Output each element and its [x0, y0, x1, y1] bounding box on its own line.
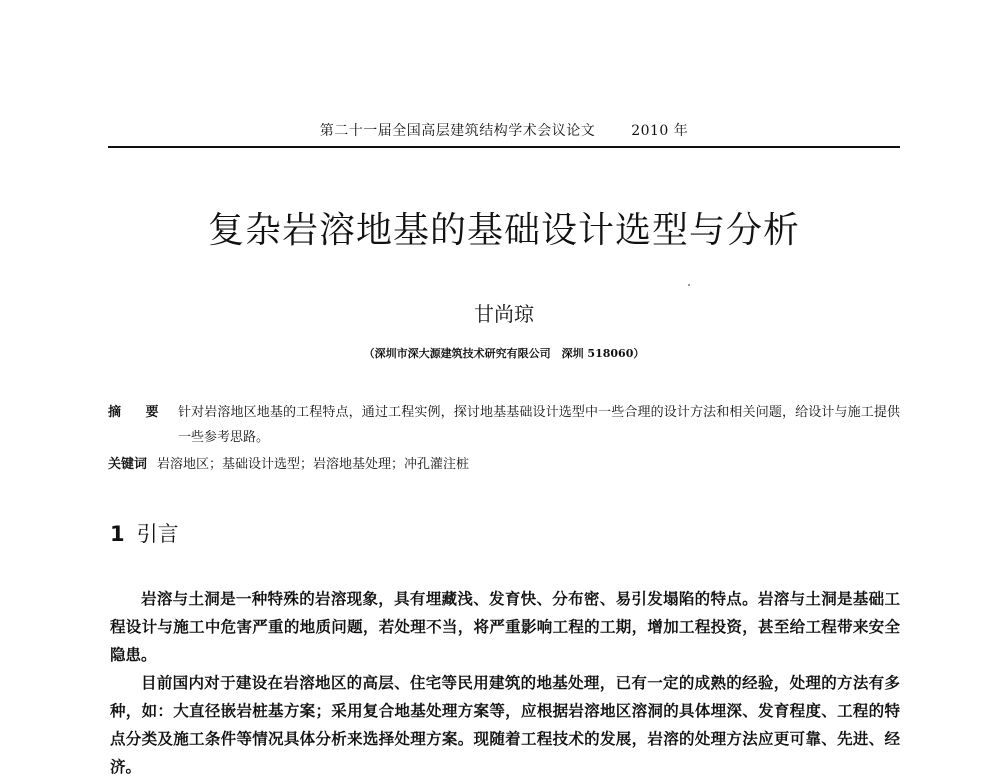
- abstract-block: [108, 400, 900, 450]
- keywords-block: [108, 455, 900, 475]
- author-affiliation: （深圳市深大源建筑技术研究有限公司 深圳 518060）: [363, 347, 645, 360]
- conference-name: 第二十一届全国高层建筑结构学术会议论文: [319, 123, 596, 139]
- abstract-label: 摘 要: [108, 405, 169, 420]
- keywords-label: 关键词: [108, 457, 148, 472]
- section-number: 1: [110, 522, 125, 546]
- paragraph: 岩溶与土洞是一种特殊的岩溶现象，具有埋藏浅、发育快、分布密、易引发塌陷的特点。岩溶与土洞是基础工程设计与施工中危害严重的地质问题，若处理不当，将严重影响工程的工期，增加工程投资，甚至给工程带来安全隐患。: [110, 589, 900, 664]
- conference-year: 2010 年: [631, 123, 689, 139]
- body-text: [110, 585, 900, 781]
- scan-speck: [688, 284, 690, 286]
- section-heading: [110, 518, 179, 548]
- keywords-text: 岩溶地区；基础设计选型；岩溶地基处理；冲孔灌注桩: [157, 457, 470, 472]
- author-name: 甘尚琼: [474, 302, 534, 326]
- paragraph: 目前国内对于建设在岩溶地区的高层、住宅等民用建筑的地基处理，已有一定的成熟的经验，处理的方法有多种，如：大直径嵌岩桩基方案；采用复合地基处理方案等，应根据岩溶地区溶洞的具体埋深、发育程度、工程的特点分类及施工条件等情况具体分析来选择处理方案。现随着工程技术的发展，岩溶的处理方法应更可靠、先进、经济。: [110, 673, 900, 776]
- header-rule: [108, 146, 900, 148]
- paper-title: 复杂岩溶地基的基础设计选型与分析: [207, 210, 800, 251]
- abstract-text: 针对岩溶地区地基的工程特点，通过工程实例，探讨地基基础设计选型中一些合理的设计方法和相关问题，给设计与施工提供一些参考思路。: [178, 405, 900, 445]
- running-header: [108, 120, 900, 140]
- section-title: 引言: [136, 522, 179, 546]
